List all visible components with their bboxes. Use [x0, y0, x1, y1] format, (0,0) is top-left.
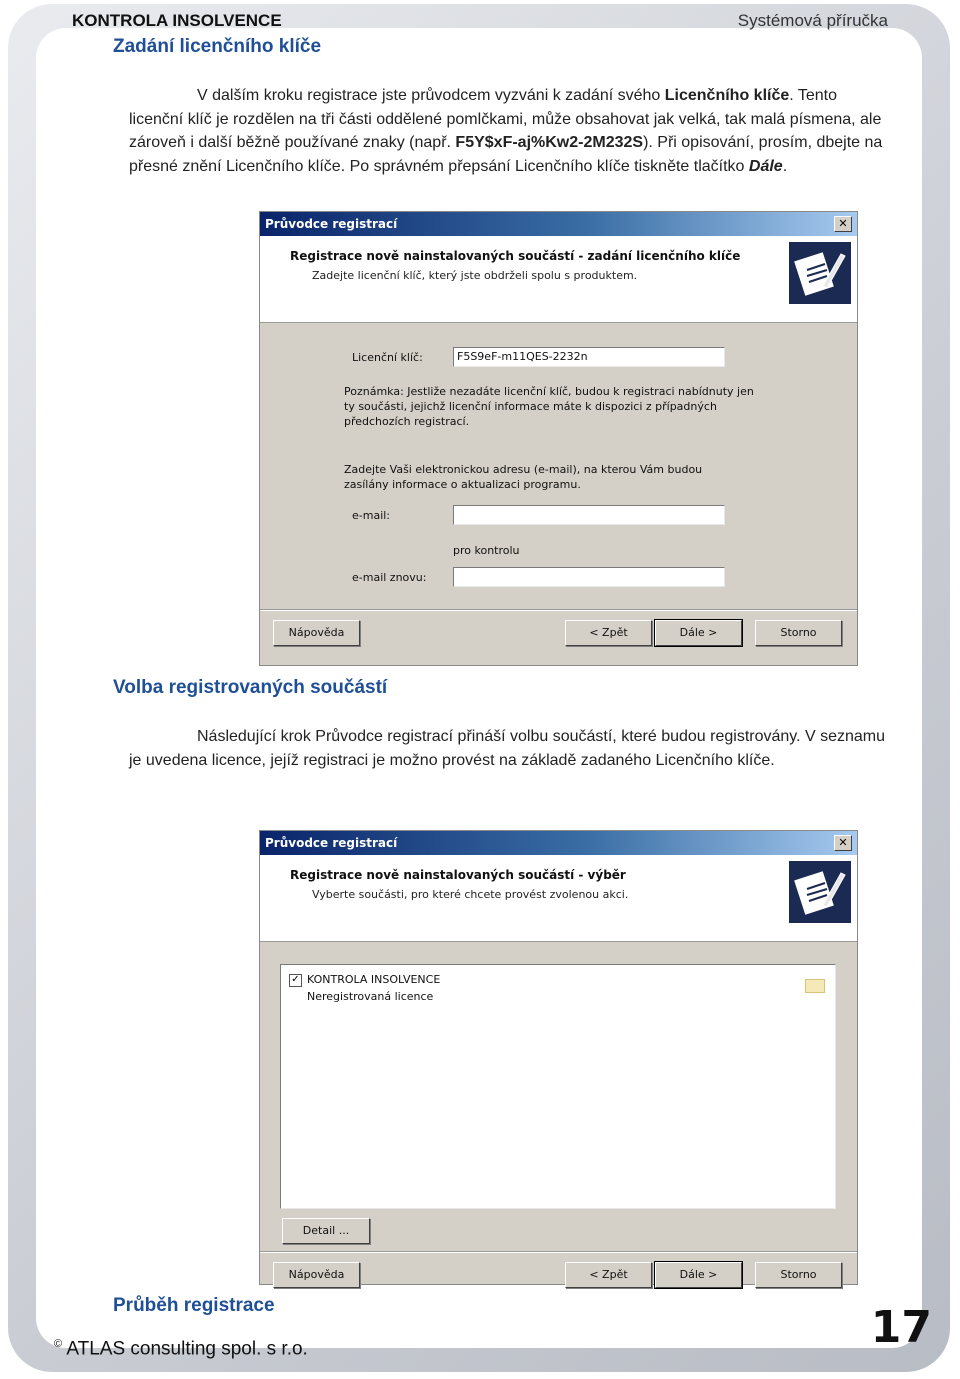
license-key-label: Licenční klíč: [352, 351, 423, 364]
email-input[interactable] [453, 505, 725, 525]
email-label: e-mail: [352, 509, 391, 522]
company-name: ATLAS consulting spol. s r.o. [66, 1338, 308, 1360]
dialog-header-title: Registrace nově nainstalovaných součástí - zadání licenčního klíče [290, 249, 741, 263]
back-button[interactable]: < Zpět [565, 1262, 652, 1288]
header-product-name: KONTROLA INSOLVENCE [72, 11, 282, 30]
detail-button[interactable]: Detail ... [282, 1218, 370, 1244]
back-button[interactable]: < Zpět [565, 620, 652, 646]
page-number: 17 [870, 1302, 932, 1353]
section-paragraph-license-key: V dalším kroku registrace jste průvodcem vyzváni k zadání svého Licenčního klíče. Tento licenční klíč je rozdělen na tři části oddělené pomlčkami, může obsahovat jak velká, tak malá písmena, ale zároveň i další běžně používané znaky (např. F5Y$xF-aj%Kw2-2M232S). Při opisování, prosím, dbejte na přesné znění Licenčního klíče. Po správném přepsání Licenčního klíče tiskněte tlačítko Dále. [129, 87, 883, 175]
email-check-label: pro kontrolu [453, 544, 520, 557]
section-paragraph-components: Následující krok Průvodce registrací přináší volbu součástí, které budou registrovány. V seznamu je uvedena licence, jejíž registraci je možno provést na základě zadaného Licenčního klíče. [129, 728, 886, 769]
registration-logo-icon [789, 861, 851, 923]
registration-logo-icon [789, 242, 851, 304]
close-icon[interactable]: ✕ [834, 216, 852, 232]
dialog-title: Průvodce registrací [265, 217, 398, 231]
help-button[interactable]: Nápověda [273, 1262, 360, 1288]
dialog-title-bar [260, 212, 857, 236]
cancel-button[interactable]: Storno [755, 1262, 842, 1288]
email-again-label: e-mail znovu: [352, 571, 427, 584]
dialog-header [260, 855, 857, 942]
email-again-input[interactable] [453, 567, 725, 587]
envelope-icon [805, 979, 825, 993]
page-header [8, 4, 950, 32]
dialog-header-subtitle: Vyberte součásti, pro které chcete provést zvolenou akci. [312, 888, 629, 901]
dialog-separator [260, 609, 857, 611]
section-title-components: Volba registrovaných součástí [113, 677, 388, 698]
components-list[interactable] [280, 964, 836, 1209]
next-button[interactable]: Dále > [655, 620, 742, 646]
component-status: Neregistrovaná licence [307, 990, 434, 1003]
footer-copyright [54, 1338, 308, 1360]
help-button[interactable]: Nápověda [273, 620, 360, 646]
close-icon[interactable]: ✕ [834, 835, 852, 851]
email-prompt-text: Zadejte Vaši elektronickou adresu (e-mail), na kterou Vám budou zasílány informace o aktualizaci programu. [344, 463, 703, 491]
dialog-header-subtitle: Zadejte licenční klíč, který jste obdrželi spolu s produktem. [312, 269, 638, 282]
section-title-license-key: Zadání licenčního klíče [113, 36, 322, 57]
dialog-separator [260, 1251, 857, 1253]
section-title-progress: Průběh registrace [113, 1295, 275, 1316]
component-checkbox[interactable]: ✓ [289, 974, 302, 987]
dialog-title: Průvodce registrací [265, 836, 398, 850]
next-button[interactable]: Dále > [655, 1262, 742, 1288]
header-manual-name: Systémová příručka [737, 11, 888, 30]
dialog-header-title: Registrace nově nainstalovaných součástí - výběr [290, 868, 626, 882]
license-key-input[interactable]: F5S9eF-m11QES-2232n [453, 347, 725, 367]
registration-dialog-selection [259, 830, 858, 1285]
copyright-symbol: © [54, 1338, 63, 1350]
dialog-title-bar [260, 831, 857, 855]
registration-dialog-license [259, 211, 858, 666]
component-name: KONTROLA INSOLVENCE [307, 973, 441, 986]
license-note-text: Poznámka: Jestliže nezadáte licenční klíč, budou k registraci nabídnuty jen ty součásti, jejichž licenční informace máte k dispozici z případných předchozích registrací. [344, 385, 754, 428]
cancel-button[interactable]: Storno [755, 620, 842, 646]
dialog-header [260, 236, 857, 323]
